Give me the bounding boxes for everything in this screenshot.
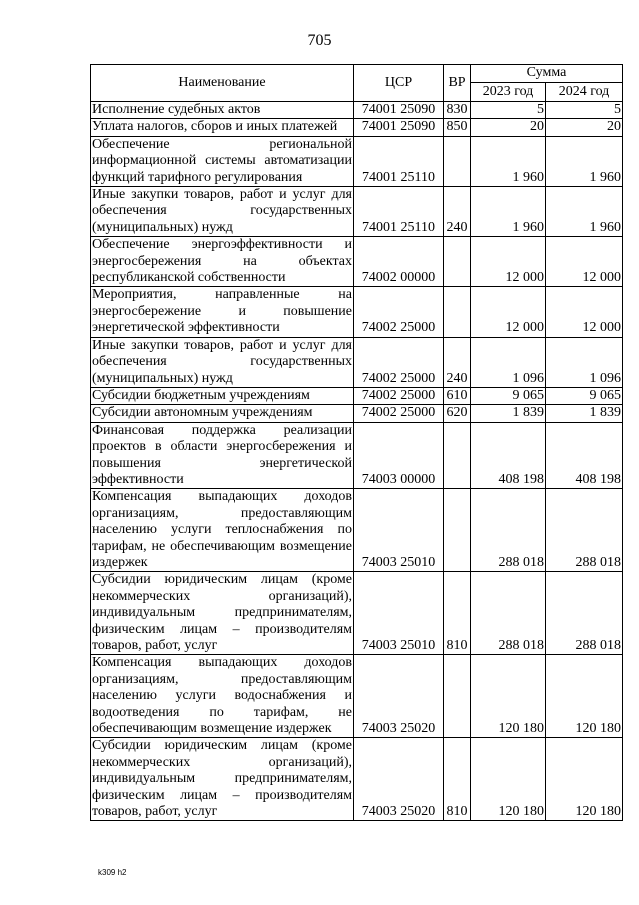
row-vr-cell: 810 bbox=[444, 572, 471, 655]
table-row bbox=[91, 187, 623, 237]
row-amount-2023-cell: 288 018 bbox=[471, 489, 546, 572]
row-name-cell: Уплата налогов, сборов и иных платежей bbox=[91, 119, 354, 136]
row-vr-cell: 620 bbox=[444, 405, 471, 422]
table-row bbox=[91, 405, 623, 422]
row-vr-cell: 240 bbox=[444, 187, 471, 237]
row-csr-cell: 74003 25010 bbox=[354, 572, 444, 655]
row-csr-cell: 74002 25000 bbox=[354, 405, 444, 422]
header-row bbox=[91, 65, 623, 83]
column-header-name: Наименование bbox=[91, 65, 354, 102]
row-amount-2023-cell: 1 960 bbox=[471, 187, 546, 237]
row-vr-cell bbox=[444, 489, 471, 572]
table-body bbox=[91, 102, 623, 821]
row-amount-2023-cell: 1 960 bbox=[471, 136, 546, 186]
row-csr-cell: 74001 25090 bbox=[354, 102, 444, 119]
row-name-cell: Иные закупки товаров, работ и услуг для обеспечения государственных (муниципальных) нужд bbox=[92, 187, 352, 235]
row-csr-cell: 74002 25000 bbox=[354, 287, 444, 337]
row-amount-2023-cell: 20 bbox=[471, 119, 546, 136]
table-row bbox=[91, 102, 623, 119]
budget-table bbox=[90, 64, 623, 821]
row-amount-2023-cell: 120 180 bbox=[471, 738, 546, 821]
row-name-cell: Компенсация выпадающих доходов организациям, предоставляющим населению услуги водоснабжения и водоотведения по тарифам, не обеспечивающим возмещение издержек bbox=[92, 655, 352, 737]
row-vr-cell bbox=[444, 655, 471, 738]
row-csr-cell: 74002 00000 bbox=[354, 237, 444, 287]
row-amount-2023-cell: 9 065 bbox=[471, 387, 546, 404]
row-name-cell: Обеспечение энергоэффективности и энергосбережения на объектах республиканской собственности bbox=[92, 237, 352, 286]
row-vr-cell: 610 bbox=[444, 387, 471, 404]
row-amount-2024-cell: 12 000 bbox=[546, 287, 623, 337]
row-amount-2024-cell: 5 bbox=[546, 102, 623, 119]
row-name-cell: Иные закупки товаров, работ и услуг для обеспечения государственных (муниципальных) нужд bbox=[92, 337, 352, 386]
row-csr-cell: 74003 00000 bbox=[354, 422, 444, 489]
column-header-2023: 2023 год bbox=[471, 82, 546, 101]
row-amount-2023-cell: 12 000 bbox=[471, 237, 546, 287]
column-header-sum: Сумма bbox=[471, 65, 623, 83]
column-header-2024: 2024 год bbox=[546, 82, 623, 101]
row-amount-2024-cell: 1 839 bbox=[546, 405, 623, 422]
row-amount-2024-cell: 9 065 bbox=[546, 387, 623, 404]
table-row bbox=[91, 119, 623, 136]
table-row bbox=[91, 237, 623, 287]
row-csr-cell: 74003 25020 bbox=[354, 655, 444, 738]
page-number: 705 bbox=[307, 32, 332, 49]
row-name-cell: Мероприятия, направленные на энергосбережение и повышение энергетической эффективности bbox=[92, 287, 352, 336]
row-amount-2024-cell: 12 000 bbox=[546, 237, 623, 287]
row-csr-cell: 74001 25110 bbox=[354, 187, 444, 237]
row-vr-cell bbox=[444, 422, 471, 489]
row-vr-cell: 240 bbox=[444, 337, 471, 387]
row-amount-2023-cell: 408 198 bbox=[471, 422, 546, 489]
footer-code: k309 h2 bbox=[98, 868, 127, 877]
table-row bbox=[91, 337, 623, 387]
table-row bbox=[91, 387, 623, 404]
row-amount-2023-cell: 1 096 bbox=[471, 337, 546, 387]
row-vr-cell bbox=[444, 287, 471, 337]
row-name-cell: Субсидии юридическим лицам (кроме некоммерческих организаций), индивидуальным предпринимателям, физическим лицам – производителям товаров, работ, услуг bbox=[92, 738, 352, 820]
row-amount-2023-cell: 1 839 bbox=[471, 405, 546, 422]
table-row bbox=[91, 489, 623, 572]
table-row bbox=[91, 136, 623, 186]
row-name-cell: Субсидии юридическим лицам (кроме некоммерческих организаций), индивидуальным предпринимателям, физическим лицам – производителям товаров, работ, услуг bbox=[92, 572, 352, 653]
row-amount-2024-cell: 120 180 bbox=[546, 655, 623, 738]
row-amount-2024-cell: 1 960 bbox=[546, 187, 623, 237]
row-vr-cell: 850 bbox=[444, 119, 471, 136]
row-amount-2024-cell: 408 198 bbox=[546, 422, 623, 489]
row-csr-cell: 74001 25090 bbox=[354, 119, 444, 136]
row-name-cell: Субсидии бюджетным учреждениям bbox=[91, 387, 354, 404]
row-name-cell: Компенсация выпадающих доходов организациям, предоставляющим населению услуги теплоснабжения по тарифам, не обеспечивающим возмещение издержек bbox=[92, 489, 352, 570]
row-amount-2023-cell: 120 180 bbox=[471, 655, 546, 738]
table-row bbox=[91, 422, 623, 489]
table-row bbox=[91, 655, 623, 738]
row-name-cell: Исполнение судебных актов bbox=[91, 102, 354, 119]
table-row bbox=[91, 738, 623, 821]
row-amount-2024-cell: 288 018 bbox=[546, 489, 623, 572]
table-row bbox=[91, 572, 623, 655]
row-csr-cell: 74003 25010 bbox=[354, 489, 444, 572]
row-amount-2024-cell: 120 180 bbox=[546, 738, 623, 821]
row-name-cell: Субсидии автономным учреждениям bbox=[91, 405, 354, 422]
column-header-vr: ВР bbox=[444, 65, 471, 102]
row-amount-2024-cell: 20 bbox=[546, 119, 623, 136]
column-header-csr: ЦСР bbox=[354, 65, 444, 102]
row-vr-cell: 830 bbox=[444, 102, 471, 119]
row-amount-2023-cell: 288 018 bbox=[471, 572, 546, 655]
row-vr-cell bbox=[444, 136, 471, 186]
row-amount-2024-cell: 288 018 bbox=[546, 572, 623, 655]
row-amount-2024-cell: 1 960 bbox=[546, 136, 623, 186]
row-csr-cell: 74002 25000 bbox=[354, 387, 444, 404]
row-csr-cell: 74003 25020 bbox=[354, 738, 444, 821]
row-name-cell: Финансовая поддержка реализации проектов в области энергосбережения и повышения энергетической эффективности bbox=[92, 422, 352, 487]
row-amount-2023-cell: 5 bbox=[471, 102, 546, 119]
row-csr-cell: 74001 25110 bbox=[354, 136, 444, 186]
row-vr-cell: 810 bbox=[444, 738, 471, 821]
row-amount-2024-cell: 1 096 bbox=[546, 337, 623, 387]
row-name-cell: Обеспечение региональной информационной системы автоматизации функций тарифного регулирования bbox=[92, 136, 352, 185]
table-row bbox=[91, 287, 623, 337]
row-vr-cell bbox=[444, 237, 471, 287]
row-csr-cell: 74002 25000 bbox=[354, 337, 444, 387]
row-amount-2023-cell: 12 000 bbox=[471, 287, 546, 337]
